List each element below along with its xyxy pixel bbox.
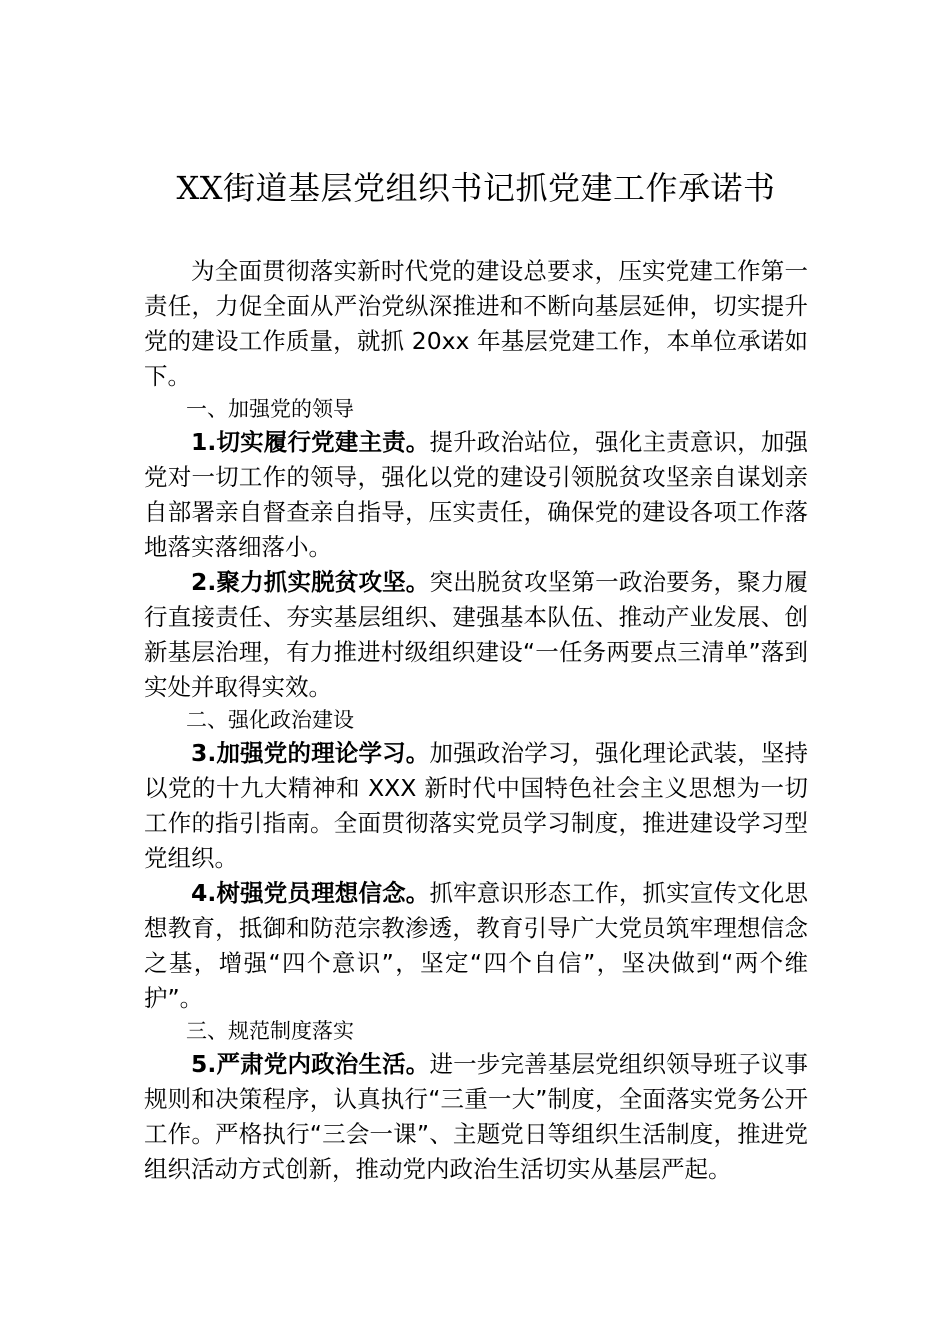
section-heading: 二、强化政治建设 — [186, 708, 354, 732]
item-text: 突出脱贫攻坚第一政治要务，聚力履行直接责任、夯实基层组织、建强基本队伍、推动产业发展、创新基层治理，有力推进村级组织建设“一任务两要点三清单”落到实处并取得实效。 — [144, 568, 808, 701]
item-text: 提升政治站位，强化主责意识，加强党对一切工作的领导，强化以党的建设引领脱贫攻坚亲自谋划亲自部署亲自督查亲自指导，压实责任，确保党的建设各项工作落地落实落细落小。 — [144, 428, 808, 561]
item-text: 加强政治学习，强化理论武装，坚持以党的十九大精神和 XXX 新时代中国特色社会主义思想为一切工作的指引指南。全面贯彻落实党员学习制度，推进建设学习型党组织。 — [144, 739, 808, 872]
item-lead: 3.加强党的理论学习。 — [191, 739, 430, 767]
item-lead: 5.严肃党内政治生活。 — [191, 1050, 430, 1078]
section-heading: 一、加强党的领导 — [186, 397, 354, 421]
document-title: XX街道基层党组织书记抓党建工作承诺书 — [176, 169, 776, 207]
intro-paragraph: 为全面贯彻落实新时代党的建设总要求，压实党建工作第一责任，力促全面从严治党纵深推进和不断向基层延伸，切实提升党的建设工作质量，就抓 20xx 年基层党建工作，本单位承诺如下。 — [144, 257, 808, 390]
item-lead: 2.聚力抓实脱贫攻坚。 — [191, 568, 430, 596]
item-lead: 1.切实履行党建主责。 — [191, 428, 430, 456]
section-heading: 三、规范制度落实 — [186, 1019, 354, 1043]
commitment-item — [144, 876, 808, 1016]
commitment-item — [144, 565, 808, 705]
document-body — [144, 254, 808, 1187]
commitment-item — [144, 1047, 808, 1187]
commitment-item — [144, 425, 808, 565]
item-lead: 4.树强党员理想信念。 — [191, 879, 430, 907]
item-text: 进一步完善基层党组织领导班子议事规则和决策程序，认真执行“三重一大”制度，全面落实党务公开工作。严格执行“三会一课”、主题党日等组织生活制度，推进党组织活动方式创新，推动党内政治生活切实从基层严起。 — [144, 1050, 808, 1183]
commitment-item — [144, 736, 808, 876]
item-text: 抓牢意识形态工作，抓实宣传文化思想教育，抵御和防范宗教渗透，教育引导广大党员筑牢理想信念之基，增强“四个意识”，坚定“四个自信”，坚决做到“两个维护”。 — [144, 879, 808, 1012]
